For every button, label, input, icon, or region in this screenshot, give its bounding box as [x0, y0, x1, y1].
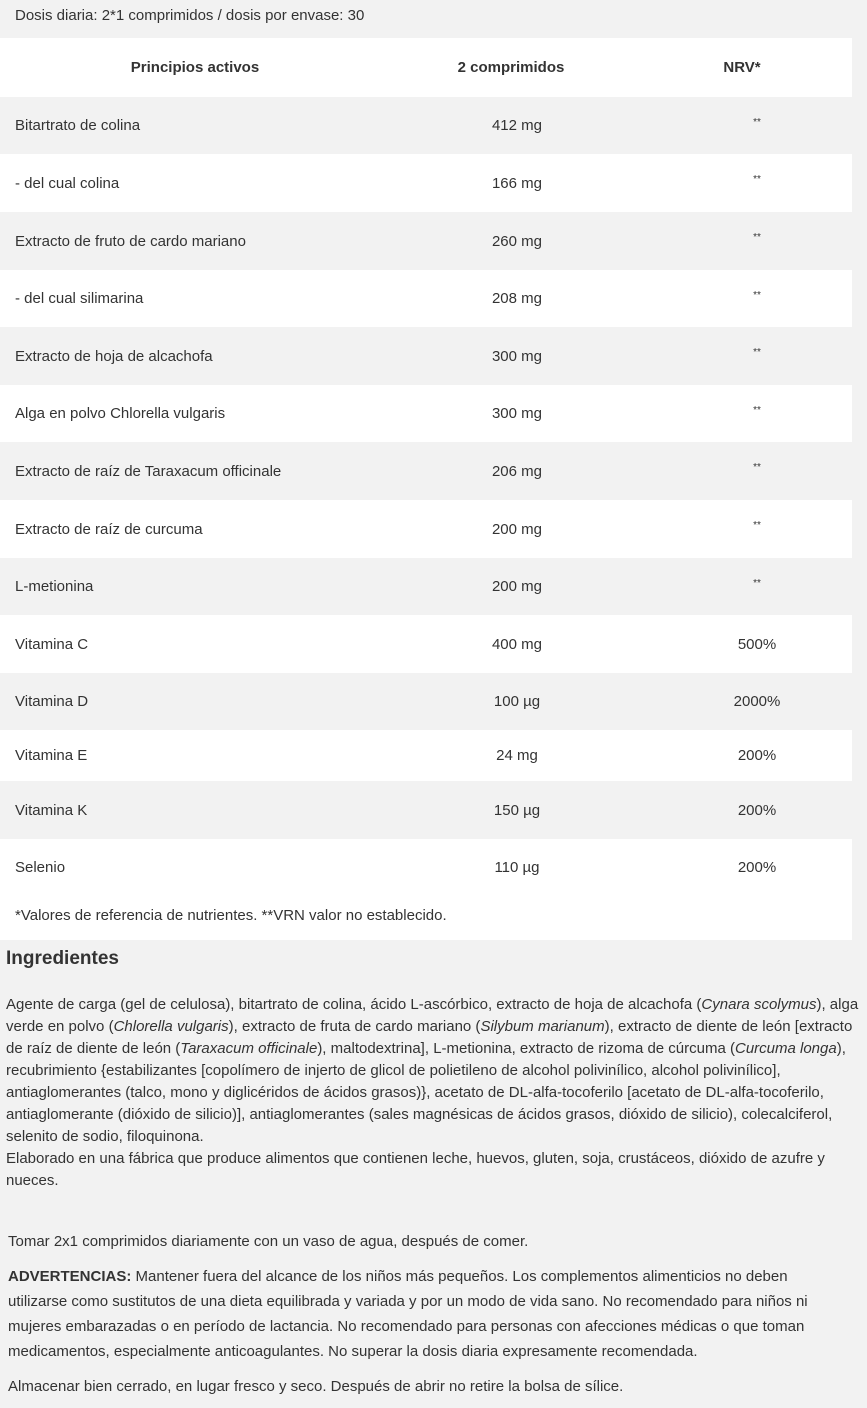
nutrient-name: - del cual colina: [0, 154, 390, 212]
nutrient-nrv: **: [632, 97, 852, 154]
nutrient-nrv: 200%: [632, 839, 852, 896]
nutrient-nrv: 200%: [632, 781, 852, 839]
table-row: [0, 839, 852, 896]
table-row: [0, 558, 852, 615]
ingredient-latin-name: Taraxacum officinale: [180, 1040, 318, 1057]
table-row: [0, 385, 852, 442]
warnings-text: Mantener fuera del alcance de los niños más pequeños. Los complementos alimenticios no deben utilizarse como sustitutos de una dieta equilibrada y variada y por un modo de vida sano. No recomendado para niños ni mujeres embarazadas o en período de lactancia. No recomendado para personas con afecciones médicas o que toman medicamentos, especialmente anticoagulantes. No superar la dosis diaria expresamente recomendada.: [8, 1268, 808, 1360]
ingredient-latin-name: Cynara scolymus: [701, 996, 817, 1013]
nutrient-name: Extracto de hoja de alcachofa: [0, 327, 390, 385]
nutrient-amount: 412 mg: [390, 97, 632, 154]
nutrient-amount: 100 µg: [390, 673, 632, 730]
nutrition-table: [0, 38, 852, 896]
nutrient-name: Alga en polvo Chlorella vulgaris: [0, 385, 390, 442]
nutrient-amount: 300 mg: [390, 385, 632, 442]
ingredient-text-segment: ), extracto de diente de león [extracto de raíz de diente de león (: [6, 1018, 853, 1057]
nutrient-name: Extracto de raíz de curcuma: [0, 500, 390, 558]
table-row: [0, 673, 852, 730]
storage-text: Almacenar bien cerrado, en lugar fresco y seco. Después de abrir no retire la bolsa de sílice.: [8, 1378, 624, 1395]
nutrient-name: - del cual silimarina: [0, 270, 390, 327]
nutrient-nrv: **: [632, 212, 852, 270]
nutrient-amount: 24 mg: [390, 730, 632, 781]
nutrient-name: Vitamina E: [0, 730, 390, 781]
header-active-ingredients: Principios activos: [0, 38, 390, 97]
nutrient-nrv: **: [632, 327, 852, 385]
header-nrv: NRV*: [632, 38, 852, 97]
nutrient-amount: 110 µg: [390, 839, 632, 896]
table-body: [0, 97, 852, 896]
ingredient-latin-name: Curcuma longa: [734, 1040, 837, 1057]
ingredients-text: [6, 994, 861, 1148]
table-header-row: [0, 38, 852, 97]
table-row: [0, 270, 852, 327]
table-row: [0, 500, 852, 558]
nutrient-name: Extracto de fruto de cardo mariano: [0, 212, 390, 270]
warnings-paragraph: [8, 1264, 844, 1364]
nutrient-nrv: 500%: [632, 615, 852, 673]
nutrient-nrv: **: [632, 500, 852, 558]
nutrient-amount: 200 mg: [390, 558, 632, 615]
nutrient-name: Vitamina C: [0, 615, 390, 673]
nutrient-name: Selenio: [0, 839, 390, 896]
usage-text: Tomar 2x1 comprimidos diariamente con un vaso de agua, después de comer.: [8, 1233, 529, 1250]
table-row: [0, 730, 852, 781]
nutrient-name: Vitamina D: [0, 673, 390, 730]
ingredient-text-segment: ), alga verde en polvo (: [6, 996, 859, 1035]
table-row: [0, 442, 852, 500]
nutrient-nrv: **: [632, 385, 852, 442]
table-footnote: *Valores de referencia de nutrientes. **VRN valor no establecido.: [0, 896, 852, 940]
nutrient-nrv: **: [632, 442, 852, 500]
ingredient-text-segment: Agente de carga (gel de celulosa), bitartrato de colina, ácido L-ascórbico, extracto de hoja de alcachofa (: [6, 996, 702, 1013]
table-row: [0, 615, 852, 673]
nutrient-name: Extracto de raíz de Taraxacum officinale: [0, 442, 390, 500]
warnings-label: ADVERTENCIAS:: [8, 1268, 132, 1285]
nutrient-nrv: **: [632, 270, 852, 327]
ingredient-latin-name: Chlorella vulgaris: [113, 1018, 229, 1035]
table-row: [0, 327, 852, 385]
ingredient-latin-name: Silybum marianum: [480, 1018, 605, 1035]
ingredient-text-segment: ), maltodextrina], L-metionina, extracto de rizoma de cúrcuma (: [317, 1040, 735, 1057]
nutrient-amount: 260 mg: [390, 212, 632, 270]
nutrient-name: Bitartrato de colina: [0, 97, 390, 154]
nutrient-amount: 206 mg: [390, 442, 632, 500]
ingredients-title: Ingredientes: [6, 948, 119, 969]
table-row: [0, 212, 852, 270]
nutrient-amount: 150 µg: [390, 781, 632, 839]
nutrient-nrv: 2000%: [632, 673, 852, 730]
daily-dose-line: Dosis diaria: 2*1 comprimidos / dosis por envase: 30: [0, 0, 867, 38]
table-row: [0, 781, 852, 839]
table-row: [0, 97, 852, 154]
nutrient-name: L-metionina: [0, 558, 390, 615]
table-row: [0, 154, 852, 212]
allergens-text: Elaborado en una fábrica que produce alimentos que contienen leche, huevos, gluten, soja, crustáceos, dióxido de azufre y nueces.: [6, 1150, 825, 1189]
usage-section: [0, 1219, 852, 1408]
nutrient-amount: 400 mg: [390, 615, 632, 673]
nutrient-nrv: **: [632, 558, 852, 615]
ingredient-text-segment: ), recubrimiento {estabilizantes [copolímero de injerto de glicol de polietileno de alcohol polivinílico, alcohol polivinílico], antiaglomerantes (talco, mono y diglicéridos de ácidos grasos)}, acetato de DL-alfa-tocoferilo [acetato de DL-alfa-tocoferilo, antiaglomerante (dióxido de silicio)], antiaglomerantes (sales magnésicas de ácidos grasos, dióxido de silicio), colecalciferol, selenito de sodio, filoquinona.: [6, 1040, 846, 1145]
nutrient-amount: 200 mg: [390, 500, 632, 558]
nutrient-amount: 300 mg: [390, 327, 632, 385]
header-amount: 2 comprimidos: [390, 38, 632, 97]
nutrient-nrv: **: [632, 154, 852, 212]
nutrient-name: Vitamina K: [0, 781, 390, 839]
nutrient-amount: 166 mg: [390, 154, 632, 212]
nutrient-nrv: 200%: [632, 730, 852, 781]
ingredients-section: [0, 980, 867, 1192]
ingredient-text-segment: ), extracto de fruta de cardo mariano (: [228, 1018, 481, 1035]
nutrient-amount: 208 mg: [390, 270, 632, 327]
